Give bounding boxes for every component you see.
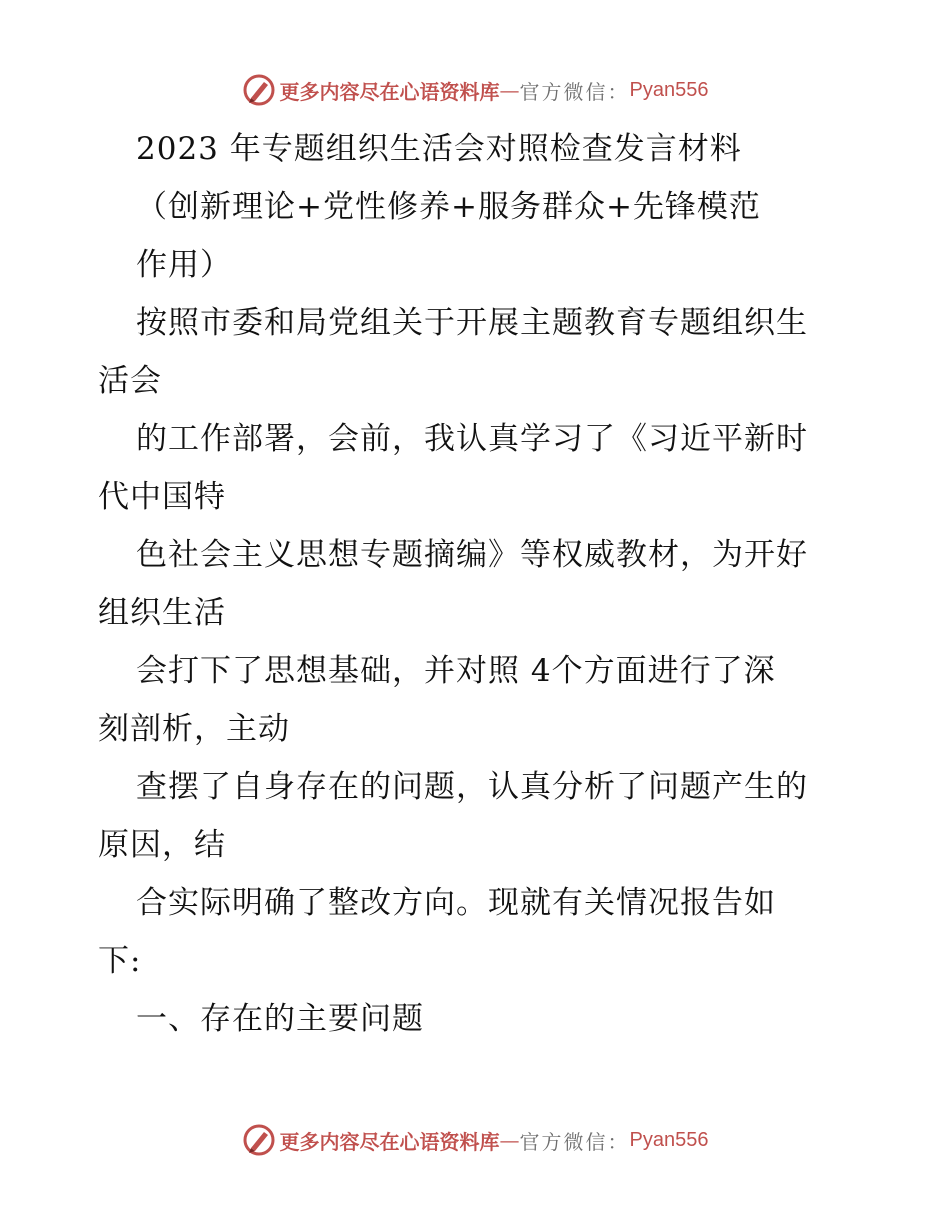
watermark-wechat-id: Pyan556 (629, 78, 709, 101)
watermark-wechat-id: Pyan556 (629, 1128, 709, 1151)
document-title-line-1: 2023 年专题组织生活会对照检查发言材料 (136, 131, 742, 167)
watermark-wechat-label: 官方微信： (519, 1129, 630, 1154)
paragraph-line: 的工作部署，会前，我认真学习了《习近平新时 (136, 421, 808, 457)
paragraph-line: 按照市委和局党组关于开展主题教育专题组织生 (136, 305, 808, 341)
paragraph-line: 下: (98, 943, 142, 979)
paragraph-line: 刻剖析，主动 (98, 711, 290, 747)
document-body (98, 120, 858, 1048)
document-title-line-3: 作用） (136, 247, 232, 283)
paragraph-line: 色社会主义思想专题摘编》等权威教材，为开好 (136, 537, 808, 573)
paragraph-line: 组织生活 (98, 595, 226, 631)
paragraph-line: 会打下了思想基础，并对照 4个方面进行了深 (136, 653, 776, 689)
paragraph-line: 活会 (98, 363, 162, 399)
watermark-separator: — (499, 78, 520, 102)
paragraph-line: 查摆了自身存在的问题，认真分析了问题产生的 (136, 769, 808, 805)
pen-logo-icon (242, 73, 276, 107)
pen-logo-icon (242, 1123, 276, 1157)
watermark-header (0, 68, 950, 112)
paragraph-line: 代中国特 (98, 479, 226, 515)
watermark-site-text: 更多内容尽在心语资料库 (279, 79, 500, 104)
watermark-wechat-label: 官方微信： (519, 79, 630, 104)
section-heading: 一、存在的主要问题 (136, 1001, 424, 1037)
paragraph-line: 原因，结 (98, 827, 226, 863)
paragraph-line: 合实际明确了整改方向。现就有关情况报告如 (136, 885, 776, 921)
watermark-separator: — (499, 1128, 520, 1152)
watermark-footer (0, 1118, 950, 1162)
watermark-site-text: 更多内容尽在心语资料库 (279, 1129, 500, 1154)
document-title-line-2: （创新理论+党性修养+服务群众+先锋模范 (136, 189, 761, 225)
